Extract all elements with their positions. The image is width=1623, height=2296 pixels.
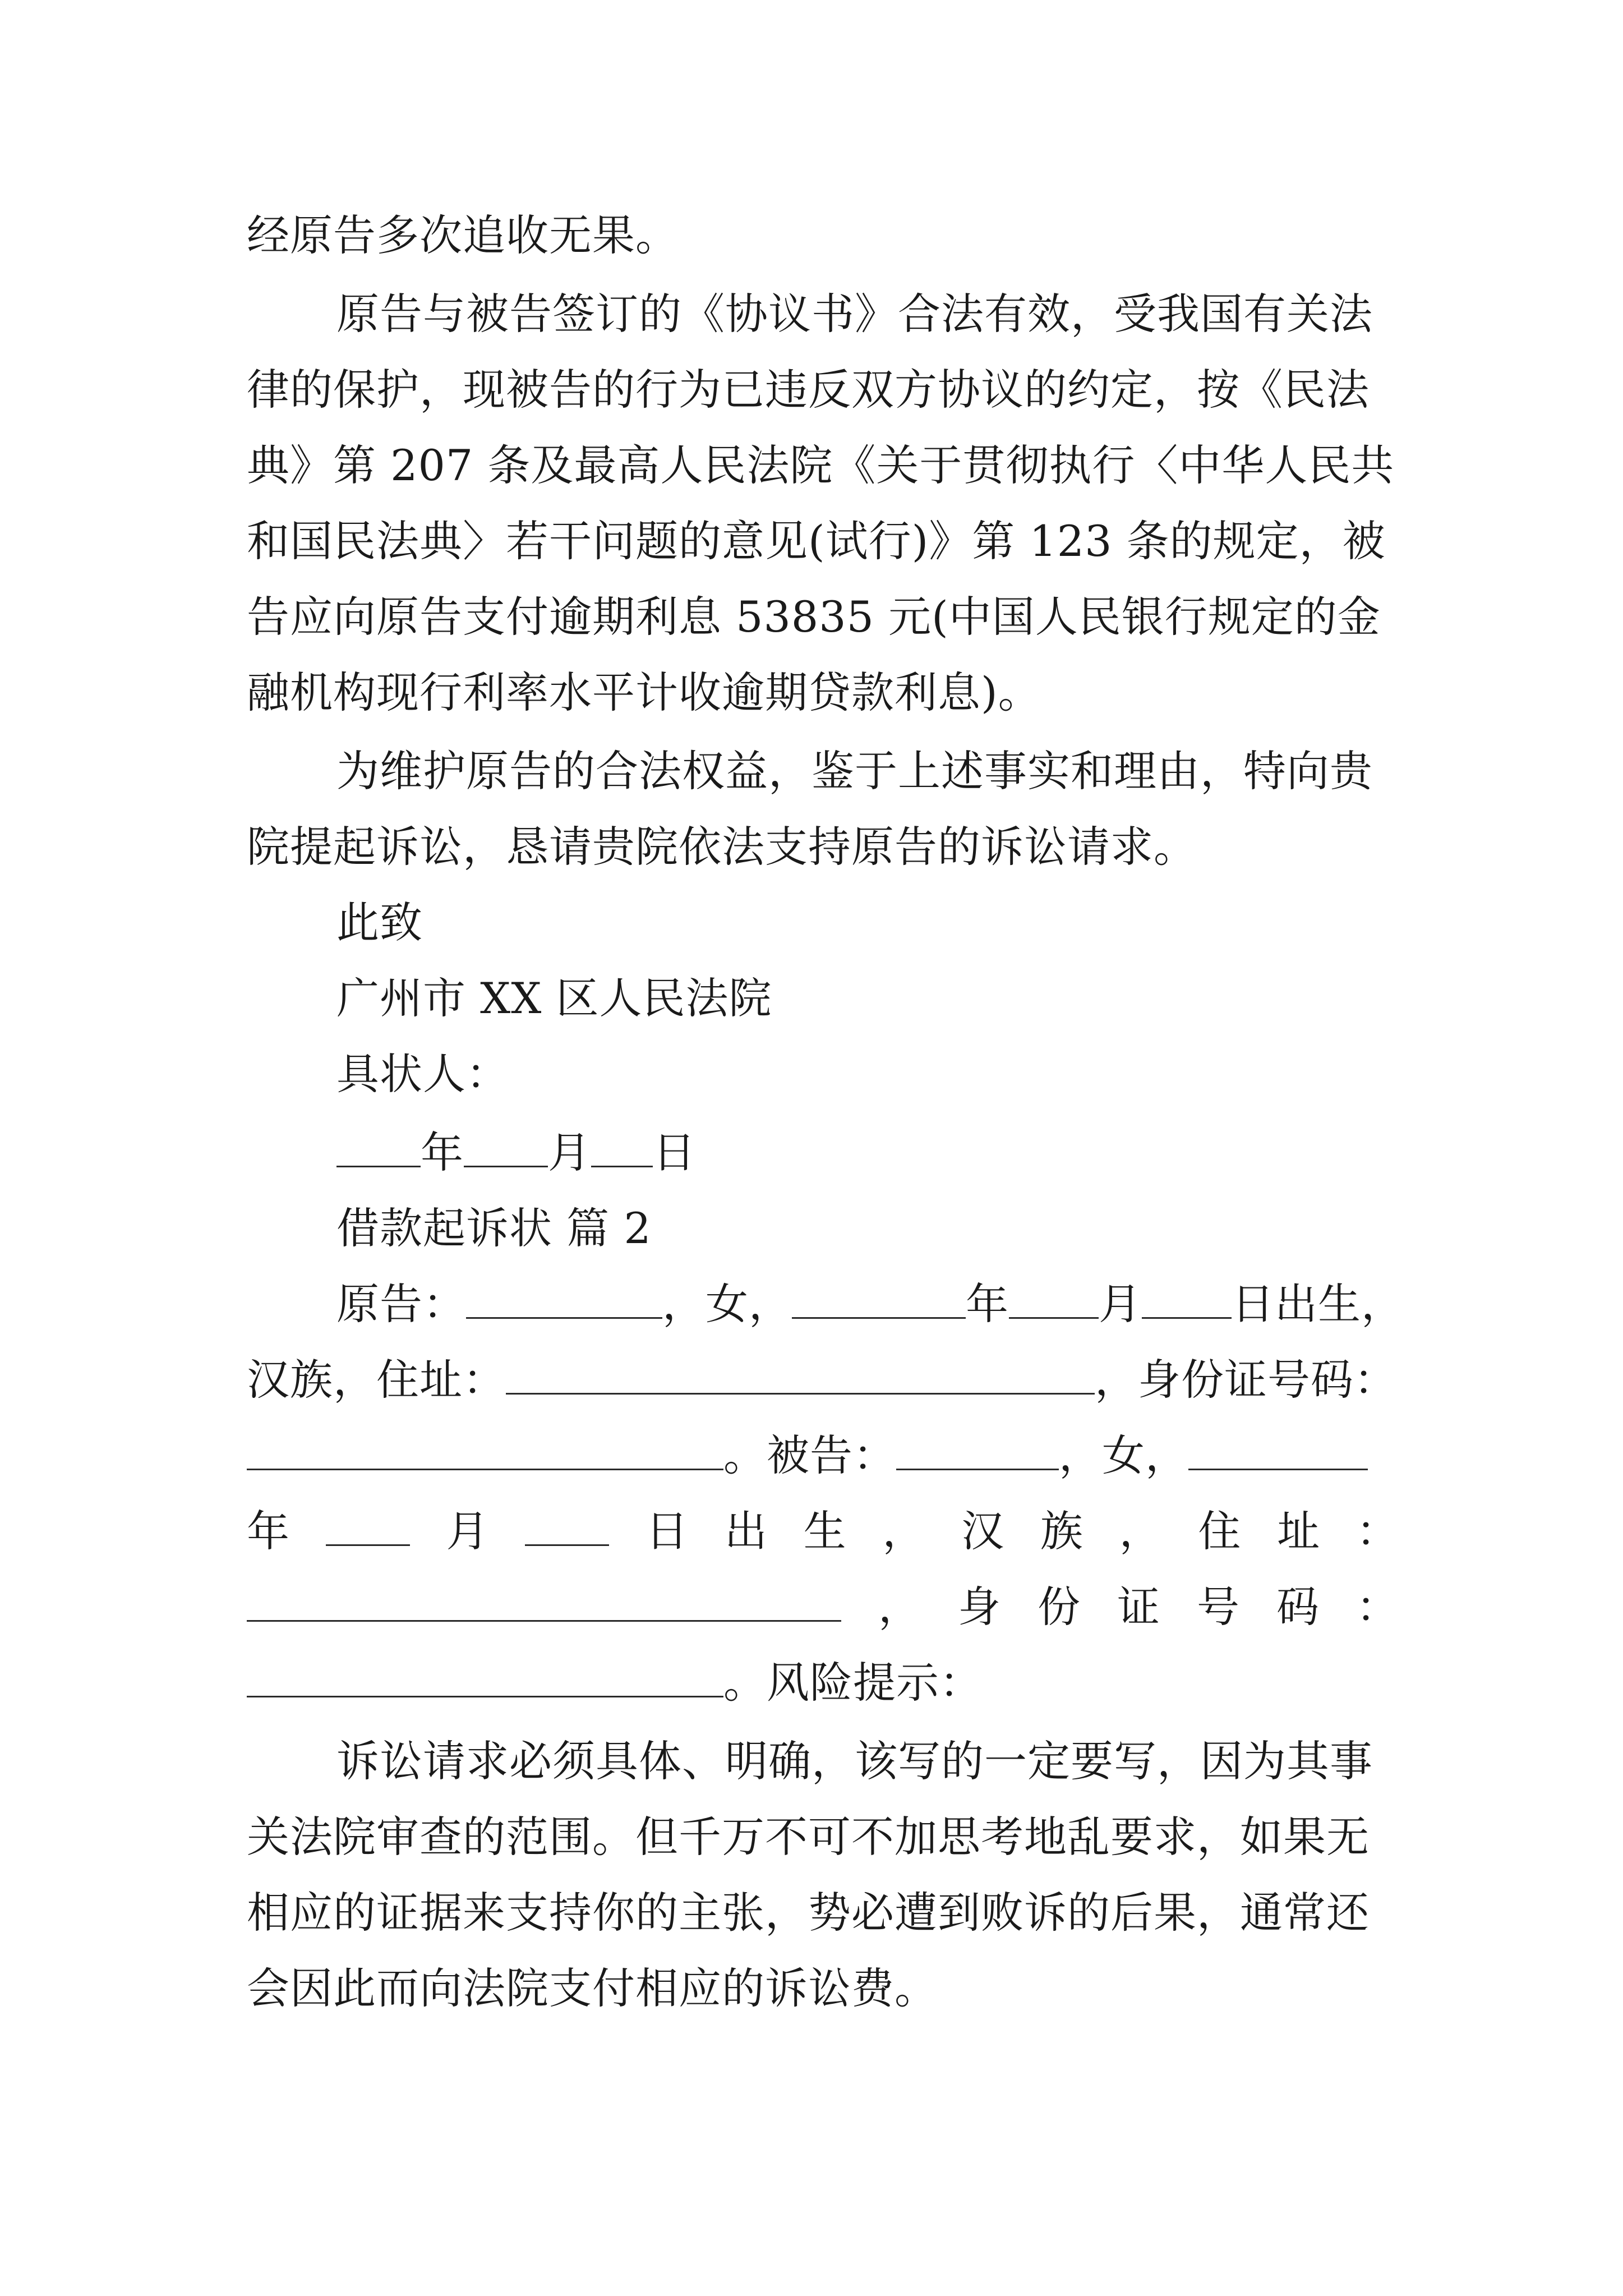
defendant-birth-day-blank xyxy=(525,1504,609,1546)
id-number-blank xyxy=(247,1428,723,1470)
defendant-id-blank xyxy=(247,1655,723,1697)
paragraph-line: 典》第 207 条及最高人民法院《关于贯彻执行〈中华人民共 xyxy=(247,440,1395,490)
risk-line: 。风险提示： xyxy=(247,1655,983,1711)
defendant-address-blank xyxy=(247,1580,841,1622)
paragraph-line: 诉讼请求必须具体、明确，该写的一定要写，因为其事 xyxy=(336,1736,1373,1786)
defendant-birth-line: 年 月 日 出 生 ， 汉 族 ， 住 址 ： xyxy=(247,1503,1399,1559)
paragraph-line: 相应的证据来支持你的主张，势必遭到败诉的后果，通常还 xyxy=(247,1888,1370,1938)
year-blank xyxy=(336,1125,421,1167)
date-line: 年 月 日 xyxy=(336,1125,696,1181)
paragraph-line: 为维护原告的合法权益，鉴于上述事实和理由，特向贵 xyxy=(336,746,1373,796)
plaintiff-line: 原告： ，女， 年 月 日出生， xyxy=(336,1276,1404,1332)
month-blank xyxy=(464,1125,548,1167)
signer-label: 具状人： xyxy=(336,1049,509,1099)
defendant-address-line: ， 身 份 证 号 码 ： xyxy=(247,1579,1399,1635)
court-name: 广州市 XX 区人民法院 xyxy=(336,973,772,1023)
paragraph-line: 律的保护，现被告的行为已违反双方协议的约定，按《民法 xyxy=(247,365,1370,415)
paragraph-line: 和国民法典〉若干问题的意见(试行)》第 123 条的规定，被 xyxy=(247,516,1386,566)
paragraph-line: 告应向原告支付逾期利息 53835 元(中国人民银行规定的金 xyxy=(247,592,1381,642)
birth-day-blank xyxy=(1142,1277,1232,1319)
paragraph-line: 关法院审查的范围。但千万不可不加思考地乱要求，如果无 xyxy=(247,1812,1370,1862)
paragraph-line: 经原告多次追收无果。 xyxy=(247,210,679,260)
paragraph-line: 原告与被告签订的《协议书》合法有效，受我国有关法 xyxy=(336,289,1373,339)
salutation: 此致 xyxy=(336,898,423,947)
address-blank xyxy=(506,1352,1095,1395)
plaintiff-name-blank xyxy=(466,1277,662,1319)
paragraph-line: 会因此而向法院支付相应的诉讼费。 xyxy=(247,1963,938,2013)
birth-year-blank xyxy=(792,1277,966,1319)
paragraph-line: 融机构现行利率水平计收逾期贷款利息)。 xyxy=(247,668,1041,717)
defendant-birth-year-blank xyxy=(1188,1428,1368,1470)
paragraph-line: 院提起诉讼，恳请贵院依法支持原告的诉讼请求。 xyxy=(247,822,1197,872)
address-line: 汉族，住址： ，身份证号码： xyxy=(247,1352,1397,1408)
day-blank xyxy=(591,1125,653,1167)
defendant-line: 。被告： ，女， xyxy=(247,1428,1368,1484)
defendant-name-blank xyxy=(896,1428,1059,1470)
birth-month-blank xyxy=(1009,1277,1099,1319)
section-heading: 借款起诉状 篇 2 xyxy=(336,1203,652,1253)
defendant-birth-month-blank xyxy=(326,1504,410,1546)
